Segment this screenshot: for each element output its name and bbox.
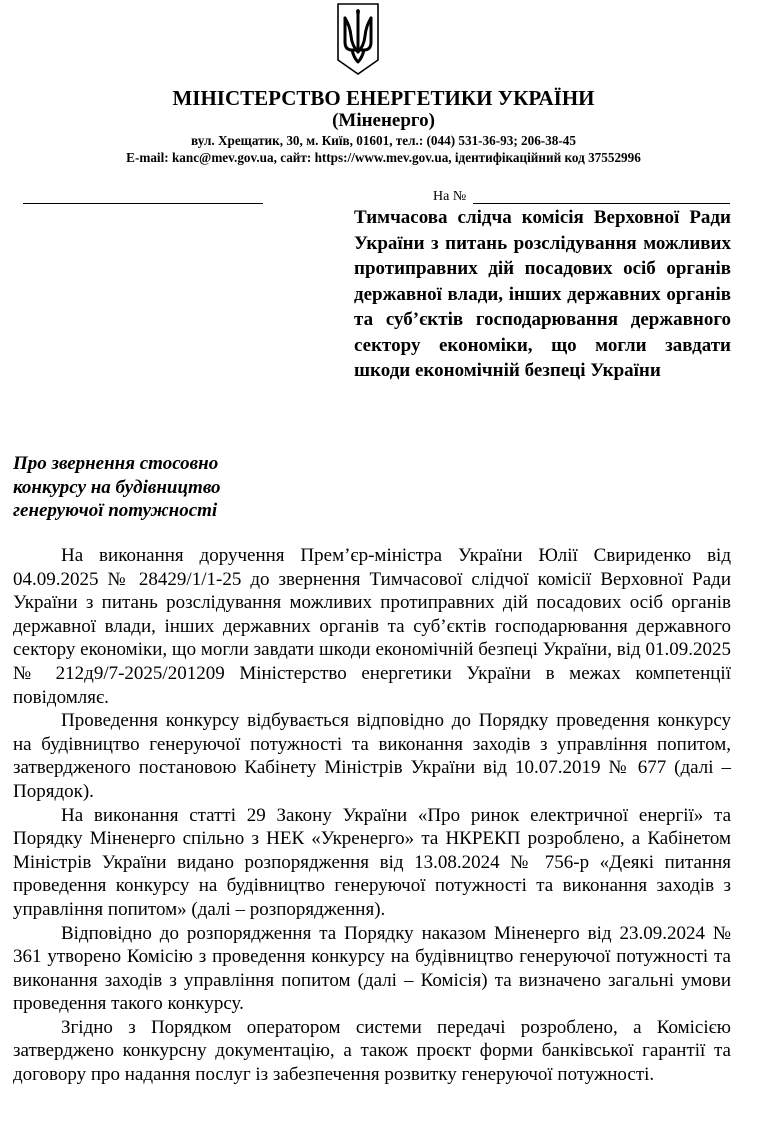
ukraine-trident-emblem-icon [336, 2, 380, 76]
letter-body [13, 544, 731, 1087]
subject-line: генеруючої потужності [13, 500, 218, 521]
body-paragraph: На виконання доручення Прем’єр-міністра України Юлії Свириденко від 04.09.2025 № 28429/1/1-25 до звернення Тимчасової слідчої комісії Верховної Ради України з питань розслідування можливих протиправних дій посадових осіб органів державної влади, інших державних органів та суб’єктів господарювання державного сектору економіки, що могли завдати шкоди економічній безпеці України, від 01.09.2025 № 212д9/7-2025/201209 Міністерство енергетики України в межах компетенції повідомляє. [13, 545, 731, 708]
outgoing-number-line [23, 203, 263, 204]
body-paragraph: Згідно з Порядком оператором системи передачі розроблено, а Комісією затверджено конкурсну документацію, а також проєкт форми банківської гарантії та договору про надання послуг із забезпечення розвитку генеруючої потужності. [13, 1016, 731, 1086]
organization-contacts: E-mail: kanc@mev.gov.ua, сайт: https://www.mev.gov.ua, ідентифікаційний код 37552996 [126, 150, 641, 165]
letter-subject [13, 452, 273, 523]
organization-address: вул. Хрещатик, 30, м. Київ, 01601, тел.: (044) 531-36-93; 206-38-45 [191, 133, 576, 148]
addressee: Тимчасова слідча комісія Верховної Ради України з питань розслідування можливих протиправних дій посадових осіб органів державної влади, інших державних органів та суб’єктів господарювання державного сектору економіки, що могли завдати шкоди економічній безпеці України [354, 207, 731, 381]
body-paragraph: На виконання статті 29 Закону України «Про ринок електричної енергії» та Порядку Міненерго спільно з НЕК «Укренерго» та НКРЕКП розроблено, а Кабінетом Міністрів України видано розпорядження від 13.08.2024 № 756-р «Деякі питання проведення конкурсу на будівництво генеруючої потужності та виконання заходів з управління попитом» (далі – розпорядження). [13, 804, 731, 920]
organization-name: МІНІСТЕРСТВО ЕНЕРГЕТИКИ УКРАЇНИ [172, 86, 595, 110]
body-paragraph: Проведення конкурсу відбувається відповідно до Порядку проведення конкурсу на будівництво генеруючої потужності та виконання заходів з управління попитом, затвердженого постановою Кабінету Міністрів України від 10.07.2019 № 677 (далі – Порядок). [13, 710, 731, 802]
reference-label: На № [433, 189, 467, 204]
organization-short-name: (Міненерго) [332, 110, 435, 131]
subject-line: Про звернення стосовно [13, 453, 219, 474]
subject-line: конкурсу на будівництво [13, 476, 221, 498]
body-paragraph: Відповідно до розпорядження та Порядку наказом Міненерго від 23.09.2024 № 361 утворено Комісію з проведення конкурсу на будівництво генеруючої потужності та виконання заходів з управління попитом (далі – Комісія) та визначено загальні умови проведення такого конкурсу. [13, 922, 731, 1015]
reference-number-line [473, 203, 730, 204]
